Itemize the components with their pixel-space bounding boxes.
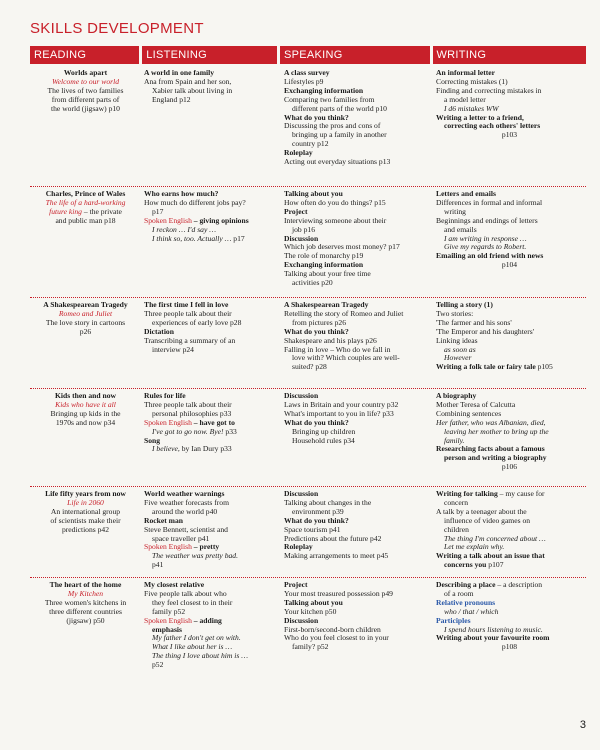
- table-row: [30, 301, 586, 389]
- listening-line: Ana from Spain and her son,: [144, 76, 232, 86]
- listening-subtitle: – giving opinions: [191, 215, 249, 225]
- table-row: [30, 392, 586, 487]
- writing-title: An informal letter: [436, 68, 496, 77]
- writing-line: Mother Teresa of Calcutta: [436, 399, 516, 409]
- speaking-line: Who do you feel closest to in your: [284, 633, 389, 643]
- writing-example: as soon as: [444, 344, 476, 354]
- writing-line: Correcting mistakes (1): [436, 76, 508, 86]
- speaking-subtitle: Project: [284, 206, 308, 216]
- writing-line: Differences in formal and informal: [436, 197, 543, 207]
- writing-example: who / that / which: [444, 606, 499, 616]
- writing-page: p103: [501, 130, 518, 140]
- writing-title: A biography: [436, 391, 477, 400]
- reading-title: A Shakespearean Tragedy: [43, 300, 128, 309]
- reading-line: The love story in cartoons: [45, 317, 126, 327]
- listening-subtitle: Song: [144, 435, 161, 445]
- reading-title: Charles, Prince of Wales: [45, 189, 126, 198]
- writing-task: Writing about your favourite room: [436, 633, 550, 643]
- reading-line: An international group: [50, 506, 121, 516]
- speaking-line: Which job deserves most money? p17: [284, 242, 400, 252]
- listening-page: p52: [152, 660, 164, 670]
- reading-cell: [30, 69, 141, 186]
- writing-example: The thing I'm concerned about …: [444, 533, 546, 543]
- reading-line: – the private: [81, 206, 122, 216]
- reading-line: (jigsaw) p50: [66, 615, 105, 625]
- reading-line: The lives of two families: [47, 85, 124, 95]
- reading-line: the world (jigsaw) p10: [51, 103, 120, 113]
- writing-example: However: [444, 353, 472, 363]
- listening-title: My closest relative: [144, 580, 205, 589]
- listening-line: Three people talk about their: [144, 308, 232, 318]
- speaking-title: A Shakespearean Tragedy: [284, 300, 369, 309]
- page-number: 3: [579, 719, 586, 731]
- writing-title: Letters and emails: [436, 189, 496, 198]
- reading-text-title: Kids who have it all: [55, 399, 116, 409]
- header-reading: READING: [34, 49, 87, 61]
- listening-page: p41: [152, 560, 164, 570]
- reading-title: Kids then and now: [55, 391, 116, 400]
- writing-subtitle-blue: Participles: [436, 615, 471, 625]
- reading-line: of scientists make their: [50, 515, 121, 525]
- writing-page: p108: [501, 642, 518, 652]
- listening-line: How much do different jobs pay?: [144, 197, 246, 207]
- speaking-line: Retelling the story of Romeo and Juliet: [284, 308, 404, 318]
- speaking-line: Falling in love – Who do we fall in: [284, 344, 391, 354]
- writing-line: writing: [444, 206, 466, 216]
- speaking-line: Comparing two families from: [284, 94, 375, 104]
- speaking-title: Project: [284, 580, 308, 589]
- writing-cell: [433, 301, 586, 388]
- writing-line: children: [444, 524, 469, 534]
- speaking-line: Space tourism p41: [284, 524, 341, 534]
- writing-line: – my cause for: [497, 489, 545, 498]
- reading-title: The heart of the home: [49, 580, 122, 589]
- writing-page: p104: [501, 260, 518, 270]
- speaking-line: Laws in Britain and your country p32: [284, 399, 399, 409]
- speaking-cell: [281, 301, 433, 388]
- listening-line: space traveller p41: [152, 533, 210, 543]
- table-row: [30, 190, 586, 298]
- writing-subtitle-blue: Relative pronouns: [436, 597, 496, 607]
- reading-cell: [30, 190, 141, 297]
- speaking-subtitle: Talking about you: [284, 597, 343, 607]
- reading-line: 1970s and now p34: [55, 417, 116, 427]
- listening-cell: [141, 490, 281, 577]
- listening-page: p33: [223, 426, 237, 436]
- writing-example: family.: [444, 435, 465, 445]
- spoken-english-label: Spoken English: [144, 615, 192, 625]
- listening-example: The weather was pretty bad.: [152, 551, 238, 561]
- speaking-line: Making arrangements to meet p45: [284, 551, 389, 561]
- listening-title: World weather warnings: [144, 489, 225, 498]
- speaking-line: Lifestyles p9: [284, 76, 324, 86]
- speaking-title: Talking about you: [284, 189, 343, 198]
- reading-line: from different parts of: [51, 94, 120, 104]
- writing-task: Researching facts about a famous: [436, 444, 545, 454]
- writing-line: A talk by a teenager about the: [436, 506, 527, 516]
- writing-line: Two stories:: [436, 308, 474, 318]
- listening-line: experiences of early love p28: [152, 317, 242, 327]
- writing-task: correcting each others' letters: [444, 121, 541, 131]
- reading-text-title: My Kitchen: [67, 588, 104, 598]
- listening-line: Xabier talk about living in: [152, 85, 233, 95]
- speaking-cell: [281, 581, 433, 677]
- speaking-subtitle: What do you think?: [284, 417, 349, 427]
- writing-example: Let me explain why.: [444, 542, 505, 552]
- writing-title: Telling a story (1): [436, 300, 493, 309]
- listening-example: I reckon … I'd say …: [152, 224, 216, 234]
- listening-cell: [141, 301, 281, 388]
- writing-task: Emailing an old friend with news: [436, 251, 544, 261]
- writing-cell: [433, 581, 586, 677]
- writing-cell: [433, 392, 586, 486]
- writing-example: I am writing in response …: [444, 233, 527, 243]
- song-title: I believe,: [152, 444, 180, 454]
- reading-text-title: The life of a hard-working: [45, 197, 126, 207]
- listening-line: around the world p40: [152, 506, 218, 516]
- writing-task: person and writing a biography: [444, 453, 547, 463]
- writing-page: p107: [486, 560, 504, 570]
- speaking-line: environment p39: [292, 506, 344, 516]
- speaking-line: bringing up a family in another: [292, 130, 387, 140]
- speaking-subtitle: Discussion: [284, 615, 319, 625]
- speaking-line: different parts of the world p10: [292, 103, 387, 113]
- speaking-title: Discussion: [284, 489, 319, 498]
- reading-text-title: future king: [49, 206, 82, 216]
- writing-line: influence of video games on: [444, 515, 531, 525]
- speaking-line: Talking about changes in the: [284, 497, 372, 507]
- speaking-line: Interviewing someone about their: [284, 215, 387, 225]
- reading-line: Three women's kitchens in: [44, 597, 127, 607]
- writing-task: Writing a talk about an issue that: [436, 551, 545, 561]
- writing-task: concerns you: [444, 560, 487, 570]
- speaking-subtitle: What do you think?: [284, 112, 349, 122]
- listening-line: Five weather forecasts from: [144, 497, 229, 507]
- speaking-line: activities p20: [292, 278, 333, 288]
- reading-title: Worlds apart: [63, 68, 108, 77]
- listening-title: Rules for life: [144, 391, 186, 400]
- table-row: [30, 490, 586, 578]
- listening-subtitle: – pretty: [191, 542, 220, 552]
- reading-cell: [30, 581, 141, 677]
- speaking-line: Talking about your free time: [284, 269, 371, 279]
- listening-title: A world in one family: [144, 68, 215, 77]
- speaking-line: from pictures p26: [292, 317, 346, 327]
- writing-page: p106: [501, 462, 518, 472]
- reading-line: predictions p42: [61, 524, 110, 534]
- listening-line: personal philosophies p33: [152, 408, 232, 418]
- listening-line: Steve Bennett, scientist and: [144, 524, 228, 534]
- writing-line: 'The farmer and his sons': [436, 317, 512, 327]
- speaking-line: country p12: [292, 139, 329, 149]
- speaking-line: What's important to you in life? p33: [284, 408, 394, 418]
- writing-task: Writing a letter to a friend,: [436, 112, 524, 122]
- spoken-english-label: Spoken English: [144, 542, 192, 552]
- speaking-line: family? p52: [292, 642, 329, 652]
- reading-cell: [30, 490, 141, 577]
- listening-line: interview p24: [152, 344, 194, 354]
- listening-line: by Ian Dury p33: [179, 444, 232, 454]
- listening-subtitle: emphasis: [152, 624, 182, 634]
- listening-example: I've got to go now. Bye!: [152, 426, 224, 436]
- writing-title: Writing for talking: [436, 489, 498, 498]
- reading-text-title: Romeo and Juliet: [58, 308, 113, 318]
- writing-title: Describing a place: [436, 580, 496, 589]
- writing-example: I d6 mistakes WW: [444, 103, 499, 113]
- listening-example: What I like about her is …: [152, 642, 233, 652]
- header-listening: LISTENING: [146, 49, 207, 61]
- listening-cell: [141, 190, 281, 297]
- listening-cell: [141, 392, 281, 486]
- writing-line: of a room: [444, 588, 474, 598]
- listening-title: The first time I fell in love: [144, 300, 229, 309]
- listening-example: I think so, too. Actually …: [152, 233, 232, 243]
- speaking-line: First-born/second-born children: [284, 624, 381, 634]
- listening-line: Transcribing a summary of an: [144, 335, 236, 345]
- writing-line: Finding and correcting mistakes in: [436, 85, 542, 95]
- column-header-bar: [30, 46, 586, 64]
- page-title: SKILLS DEVELOPMENT: [30, 20, 204, 37]
- reading-title: Life fifty years from now: [45, 489, 126, 498]
- speaking-cell: [281, 490, 433, 577]
- table-row: [30, 69, 586, 187]
- reading-text-title: Life in 2060: [67, 497, 104, 507]
- writing-example: leaving her mother to bring up the: [444, 426, 549, 436]
- writing-line: concern: [444, 497, 469, 507]
- spoken-english-label: Spoken English: [144, 417, 192, 427]
- writing-line: a model letter: [444, 94, 486, 104]
- writing-line: 'The Emperor and his daughters': [436, 326, 535, 336]
- speaking-line: job p16: [292, 224, 315, 234]
- speaking-subtitle: Exchanging information: [284, 260, 364, 270]
- header-speaking: SPEAKING: [283, 49, 343, 61]
- speaking-cell: [281, 190, 433, 297]
- writing-line: and emails: [444, 224, 477, 234]
- listening-cell: [141, 581, 281, 677]
- listening-title: Who earns how much?: [144, 189, 219, 198]
- writing-cell: [433, 490, 586, 577]
- speaking-line: The role of monarchy p19: [284, 251, 364, 261]
- speaking-subtitle: Roleplay: [284, 148, 313, 158]
- listening-line: p17: [152, 206, 164, 216]
- listening-subtitle: Dictation: [144, 326, 174, 336]
- spoken-english-label: Spoken English: [144, 215, 192, 225]
- listening-subtitle: – have got to: [191, 417, 235, 427]
- speaking-line: Acting out everyday situations p13: [284, 157, 391, 167]
- speaking-line: Your most treasured possession p49: [284, 588, 393, 598]
- writing-cell: [433, 190, 586, 297]
- reading-cell: [30, 392, 141, 486]
- speaking-line: Bringing up children: [292, 426, 356, 436]
- reading-text-title: Welcome to our world: [51, 76, 119, 86]
- listening-line: England p12: [152, 94, 191, 104]
- listening-page: p17: [231, 233, 245, 243]
- listening-line: family p52: [152, 606, 186, 616]
- speaking-title: Discussion: [284, 391, 319, 400]
- speaking-line: Household rules p34: [292, 435, 355, 445]
- writing-cell: [433, 69, 586, 186]
- speaking-line: Your kitchen p50: [284, 606, 337, 616]
- speaking-line: Predictions about the future p42: [284, 533, 382, 543]
- writing-example: Give my regards to Robert.: [444, 242, 527, 252]
- speaking-title: A class survey: [284, 68, 330, 77]
- speaking-line: suited? p28: [292, 362, 327, 372]
- writing-line: Linking ideas: [436, 335, 478, 345]
- speaking-subtitle: What do you think?: [284, 515, 349, 525]
- writing-line: Combining sentences: [436, 408, 502, 418]
- header-writing: WRITING: [436, 49, 487, 61]
- writing-page: p105: [535, 362, 553, 372]
- listening-cell: [141, 69, 281, 186]
- speaking-subtitle: Exchanging information: [284, 85, 364, 95]
- reading-line: Bringing up kids in the: [50, 408, 121, 418]
- listening-line: Three people talk about their: [144, 399, 232, 409]
- listening-line: they feel closest to in their: [152, 597, 233, 607]
- writing-example: Her father, who was Albanian, died,: [436, 417, 546, 427]
- speaking-cell: [281, 392, 433, 486]
- listening-example: My father I don't get on with.: [152, 633, 241, 643]
- table-row: [30, 581, 586, 677]
- writing-example: I spend hours listening to music.: [444, 624, 543, 634]
- listening-line: Five people talk about who: [144, 588, 227, 598]
- speaking-subtitle: Discussion: [284, 233, 319, 243]
- speaking-cell: [281, 69, 433, 186]
- writing-task: Writing a folk tale or fairy tale: [436, 362, 536, 372]
- speaking-subtitle: Roleplay: [284, 542, 313, 552]
- reading-line: and public man p18: [55, 215, 116, 225]
- listening-subtitle: Rocket man: [144, 515, 184, 525]
- reading-line: three different countries: [49, 606, 122, 616]
- speaking-line: love with? Which couples are well-: [292, 353, 400, 363]
- speaking-line: How often do you do things? p15: [284, 197, 386, 207]
- speaking-line: Discussing the pros and cons of: [284, 121, 381, 131]
- speaking-subtitle: What do you think?: [284, 326, 349, 336]
- reading-line: p26: [79, 326, 92, 336]
- writing-line: – a description: [495, 580, 543, 589]
- listening-example: The thing I love about him is …: [152, 651, 248, 661]
- listening-subtitle: – adding: [191, 615, 222, 625]
- writing-line: Beginnings and endings of letters: [436, 215, 538, 225]
- reading-cell: [30, 301, 141, 388]
- speaking-line: Shakespeare and his plays p26: [284, 335, 377, 345]
